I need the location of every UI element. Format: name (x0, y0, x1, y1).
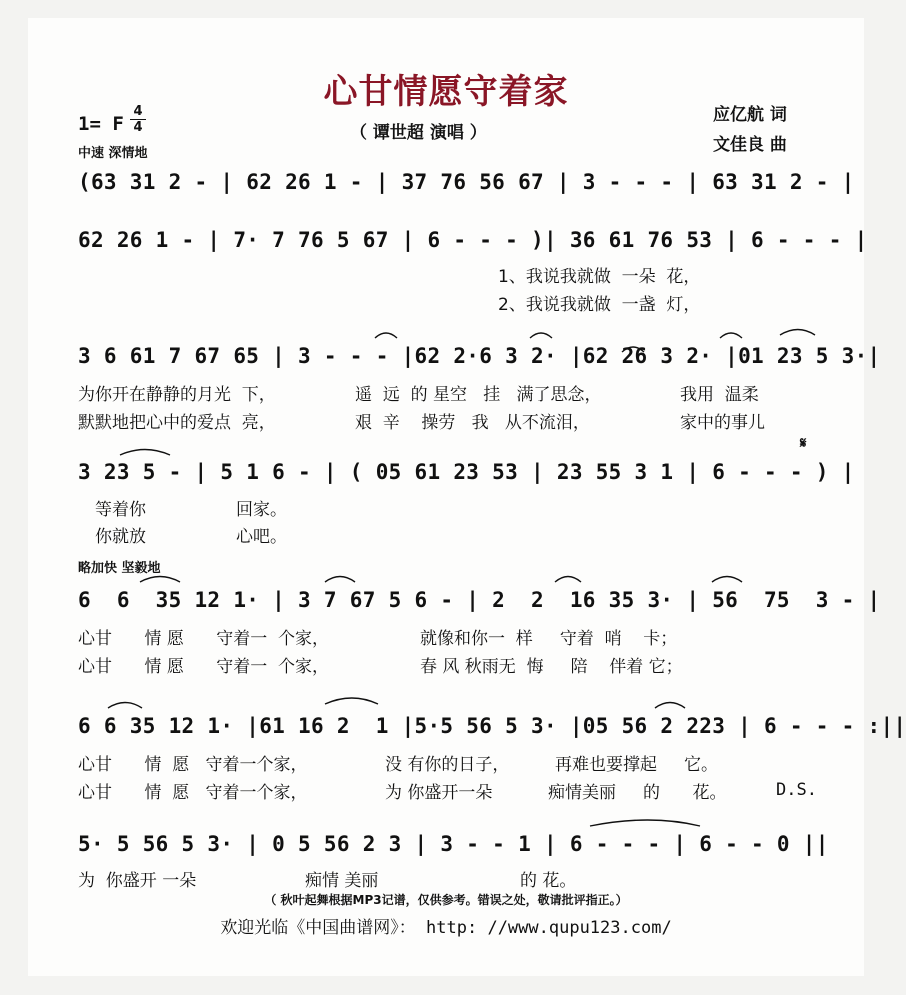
site-welcome-link[interactable]: 欢迎光临《中国曲谱网》： http: //www.qupu123.com/ (220, 918, 672, 938)
song-title: 心甘情愿守着家 (323, 72, 569, 112)
slur-7 (140, 577, 180, 583)
slur-9 (555, 577, 581, 583)
chorus1-lyric-b1: 心甘 情 愿 守着一个家， (78, 755, 308, 775)
chorus2-lyric-a2: 春 风 秋雨无 悔 陪 伴着 它； (420, 657, 683, 677)
notation-row-5: 6 6 35 12 1· | 3 7 67 5 6 - | 2 2 16 35 3· | 56 75 3 - | (78, 588, 881, 612)
chorus1-lyric-a2: 就像和你一 样 守着 哨 卡； (420, 629, 678, 649)
slur-4 (720, 333, 742, 338)
slur-1 (622, 347, 644, 352)
tempo-marking: 中速 深情地 (78, 146, 148, 161)
notation-row-4: 3 23 5 - | 5 1 6 - | ( 05 61 23 53 | 23 55 3 1 | 6 - - - ) | (78, 460, 855, 484)
verse2-lyric-a2: 艰 辛 操劳 我 从不流泪， (355, 413, 590, 433)
lyricist-credit: 应亿航 词 (713, 105, 787, 125)
transcription-note: （ 秋叶起舞根据MP3记谱，仅供参考。错误之处，敬请批评指正。） (264, 893, 628, 907)
ending-lyric-1: 为 你盛开 一朵 (78, 871, 197, 891)
slur-11 (108, 703, 142, 709)
segno-icon: 𝄋 (800, 434, 807, 452)
slur-6 (120, 450, 170, 456)
tempo-marking-chorus: 略加快 坚毅地 (78, 561, 161, 576)
dal-segno-marking: D.S. (776, 780, 817, 800)
chorus2-lyric-a1: 心甘 情 愿 守着一 个家， (78, 657, 330, 677)
slur-8 (325, 577, 355, 583)
verse1-lyric-a3: 我用 温柔 (680, 385, 759, 405)
chorus1-lyric-b3: 再难也要撑起 它。 (555, 755, 719, 775)
meter-top: 4 (133, 104, 143, 119)
chorus1-lyric-a1: 心甘 情 愿 守着一 个家， (78, 629, 330, 649)
chorus2-lyric-b2: 为 你盛开一朵 (385, 783, 493, 803)
verse1-intro-lyric: 1、我说我就做 一朵 花， (498, 267, 701, 287)
verse1-lyric-a1: 为你开在静静的月光 下， (78, 385, 276, 405)
key-signature: 1= F (78, 113, 124, 135)
verse2-lyric-a3: 家中的事儿 (680, 413, 765, 433)
chorus1-lyric-b2: 没 有你的日子， (385, 755, 510, 775)
verse2-intro-lyric: 2、我说我就做 一盏 灯， (498, 295, 701, 315)
verse1-lyric-b2: 回家。 (236, 500, 287, 520)
slur-13 (655, 703, 685, 709)
composer-credit: 文佳良 曲 (713, 135, 787, 155)
slur-14 (590, 820, 700, 826)
ending-lyric-2: 痴情 美丽 (305, 871, 379, 891)
slur-5 (780, 330, 815, 336)
slur-10 (712, 577, 742, 583)
meter-bottom: 4 (130, 119, 146, 135)
notation-row-7: 5· 5 56 5 3· | 0 5 56 2 3 | 3 - - 1 | 6 - - - | 6 - - 0 || (78, 832, 829, 856)
slur-2 (375, 333, 397, 338)
notation-row-3: 3 6 61 7 67 65 | 3 - - - |62 2·6 3 2· |62 26 3 2· |01 23 5 3·| (78, 344, 881, 368)
verse1-lyric-a2: 遥 远 的 星空 挂 满了思念， (355, 385, 602, 405)
performer-line: （ 谭世超 演唱 ） (350, 123, 487, 143)
verse2-lyric-b1: 你就放 (95, 527, 146, 547)
notation-row-1: (63 31 2 - | 62 26 1 - | 37 76 56 67 | 3 - - - | 63 31 2 - | (78, 170, 855, 194)
ending-lyric-3: 的 花。 (520, 871, 577, 891)
notation-row-6: 6 6 35 12 1· |61 16 2 1 |5·5 56 5 3· |05 56 2 223 | 6 - - - :|| (78, 714, 906, 738)
chorus2-lyric-b3: 痴情美丽 的 花。 (548, 783, 727, 803)
slur-12 (325, 698, 378, 704)
chorus2-lyric-b1: 心甘 情 愿 守着一个家， (78, 783, 308, 803)
slur-3 (530, 333, 552, 338)
notation-row-2: 62 26 1 - | 7· 7 76 5 67 | 6 - - - )| 36 61 76 53 | 6 - - - | (78, 228, 868, 252)
verse2-lyric-a1: 默默地把心中的爱点 亮， (78, 413, 276, 433)
verse2-lyric-b2: 心吧。 (236, 527, 287, 547)
verse1-lyric-b1: 等着你 (95, 500, 146, 520)
